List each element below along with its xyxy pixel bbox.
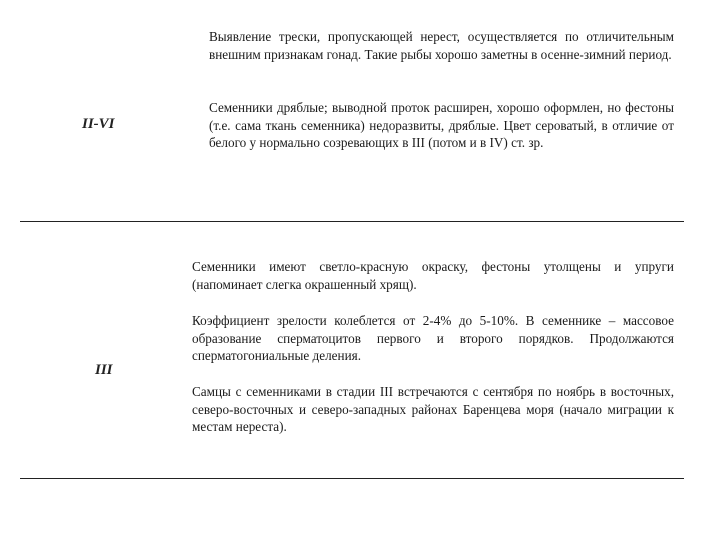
paragraph-light-red: Семенники имеют светло-красную окраску, фестоны утолщены и упруги (напоминает слегка окрашенный хрящ).: [192, 259, 674, 292]
paragraph-testes-flabby: Семенники дряблые; выводной проток расширен, хорошо оформлен, но фестоны (т.е. сама ткань семенника) недоразвиты, дряблые. Цвет сероватый, в отличие от белого у нормально созревающих в III (потом и в IV) ст. зр.: [209, 100, 674, 151]
stage-label-II-VI: II-VI: [82, 116, 115, 132]
stage-label-III: III: [95, 362, 113, 378]
section-divider-top: [20, 221, 684, 222]
section-divider-bottom: [20, 478, 684, 479]
paragraph-maturity-coefficient: Коэффициент зрелости колеблется от 2-4% до 5-10%. В семеннике – массовое образование сперматоцитов первого и второго порядков. Продолжаются сперматогониальные деления.: [192, 313, 674, 364]
paragraph-intro: Выявление трески, пропускающей нерест, осуществляется по отличительным внешним признакам гонад. Такие рыбы хорошо заметны в осенне-зимний период.: [209, 29, 674, 62]
paragraph-season-distribution: Самцы с семенниками в стадии III встречаются с сентября по ноябрь в восточных, северо-восточных и северо-западных районах Баренцева моря (начало миграции к местам нереста).: [192, 384, 674, 435]
